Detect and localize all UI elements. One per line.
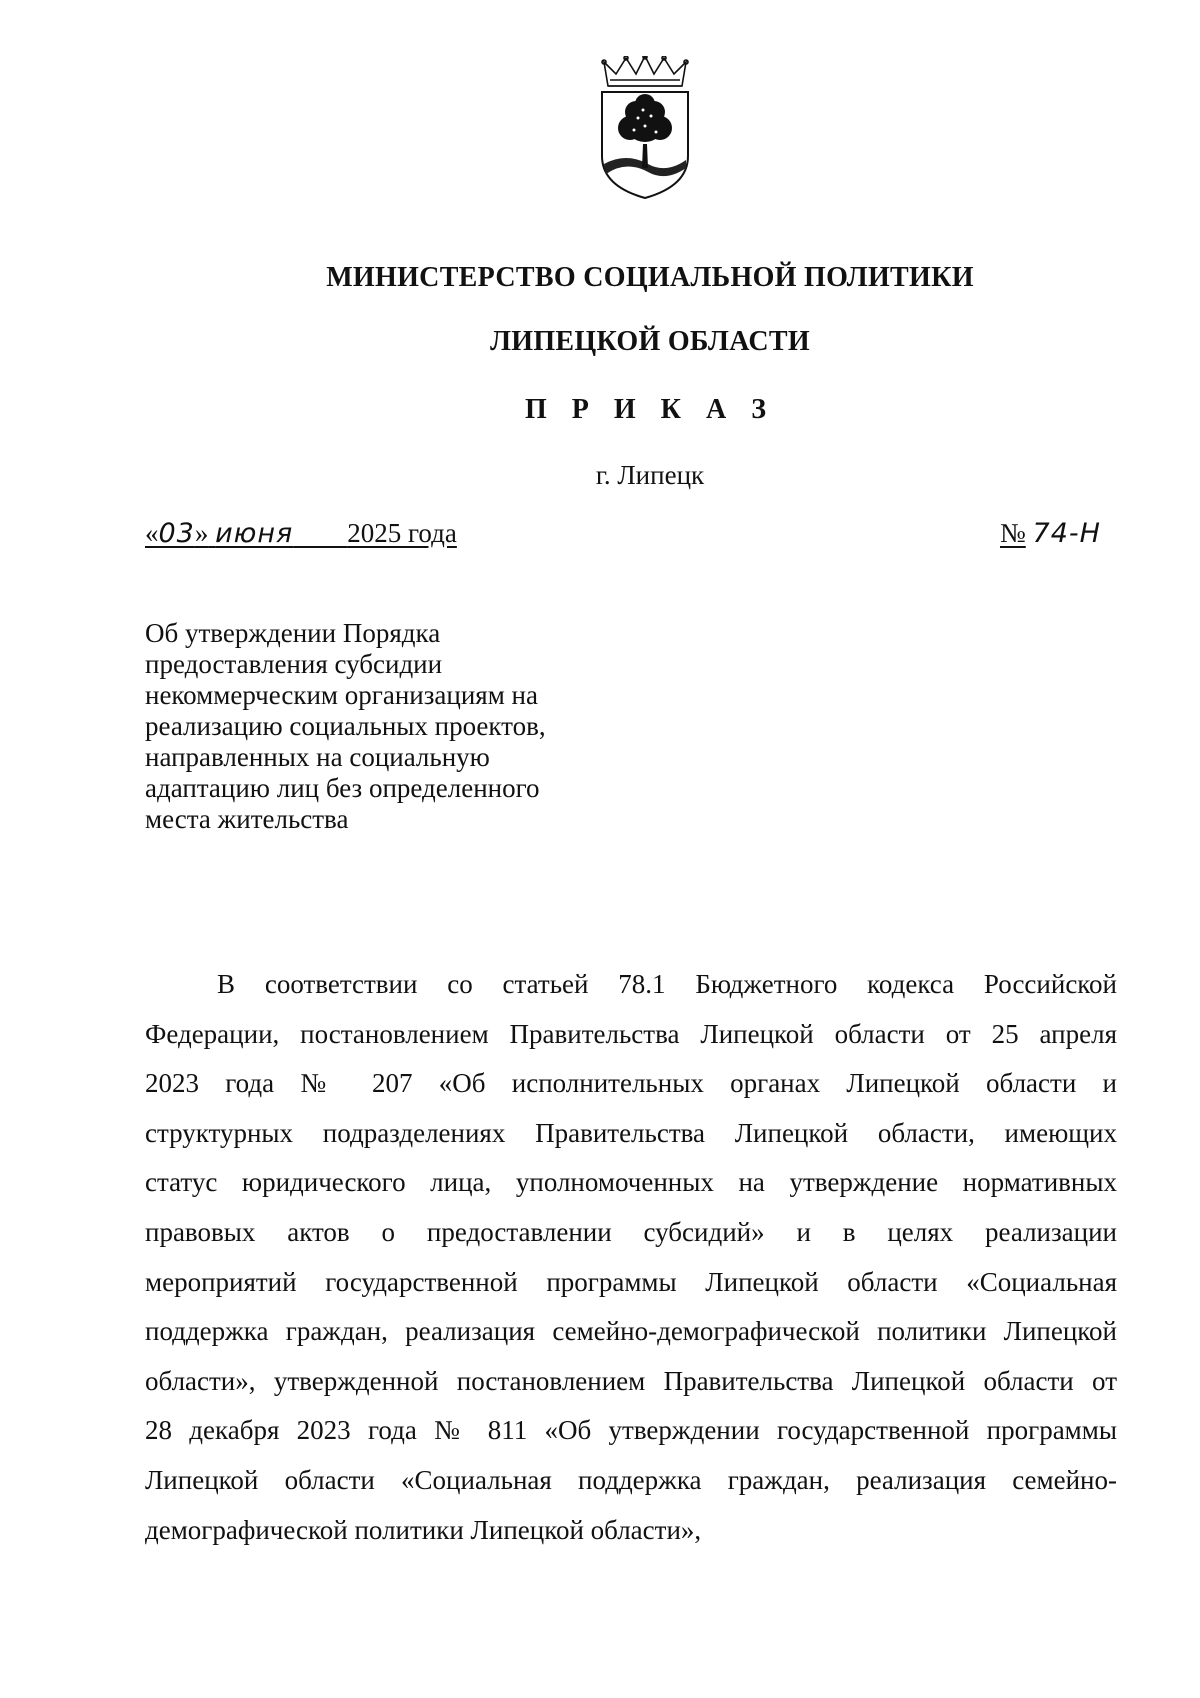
body-line: 28 декабря 2023 года № 811 «Об утверждении государственной программы xyxy=(145,1415,1117,1446)
body-line: демографической политики Липецкой области», xyxy=(145,1514,702,1545)
body-paragraph xyxy=(145,960,1117,1555)
coat-of-arms-emblem xyxy=(596,56,694,200)
subject-line: некоммерческим организациям на xyxy=(145,680,538,710)
subject-line: адаптацию лиц без определенного xyxy=(145,773,540,803)
date-year: 2025 года xyxy=(347,518,457,548)
body-line: правовых актов о предоставлении субсидий» и в целях реализации xyxy=(145,1216,1117,1247)
document-number xyxy=(1000,518,1101,549)
number-label: № xyxy=(1000,518,1026,548)
date-day-handwritten: 03 xyxy=(158,518,195,549)
body-line: Федерации, постановлением Правительства Липецкой области от 25 апреля xyxy=(145,1018,1117,1049)
body-line: структурных подразделениях Правительства Липецкой области, имеющих xyxy=(145,1117,1117,1148)
date-open-quote: « xyxy=(145,518,159,548)
document-subject xyxy=(145,618,585,835)
document-date xyxy=(145,518,457,549)
body-line: мероприятий государственной программы Липецкой области «Социальная xyxy=(145,1266,1117,1297)
subject-line: предоставления субсидии xyxy=(145,649,443,679)
subject-line: места жительства xyxy=(145,804,349,834)
body-line: В соответствии со статьей 78.1 Бюджетного кодекса Российской xyxy=(217,969,1117,999)
body-line: поддержка граждан, реализация семейно-демографической политики Липецкой xyxy=(145,1316,1117,1347)
body-line: Липецкой области «Социальная поддержка граждан, реализация семейно- xyxy=(145,1464,1117,1495)
document-type: П Р И К А З xyxy=(525,394,775,425)
number-value-handwritten: 74-Н xyxy=(1032,518,1101,549)
body-line: 2023 года № 207 «Об исполнительных органах Липецкой области и xyxy=(145,1068,1117,1099)
city-name: г. Липецк xyxy=(595,460,705,490)
date-close-quote: » xyxy=(194,518,209,548)
subject-line: реализацию социальных проектов, xyxy=(145,711,546,741)
body-line: статус юридического лица, уполномоченных на утверждение нормативных xyxy=(145,1167,1117,1198)
date-month-handwritten: июня xyxy=(215,518,294,549)
subject-line: направленных на социальную xyxy=(145,742,490,772)
body-line: области», утвержденной постановлением Правительства Липецкой области от xyxy=(145,1365,1117,1396)
ministry-name-line2: ЛИПЕЦКОЙ ОБЛАСТИ xyxy=(490,326,810,357)
subject-line: Об утверждении Порядка xyxy=(145,618,441,648)
ministry-name-line1: МИНИСТЕРСТВО СОЦИАЛЬНОЙ ПОЛИТИКИ xyxy=(326,262,974,293)
